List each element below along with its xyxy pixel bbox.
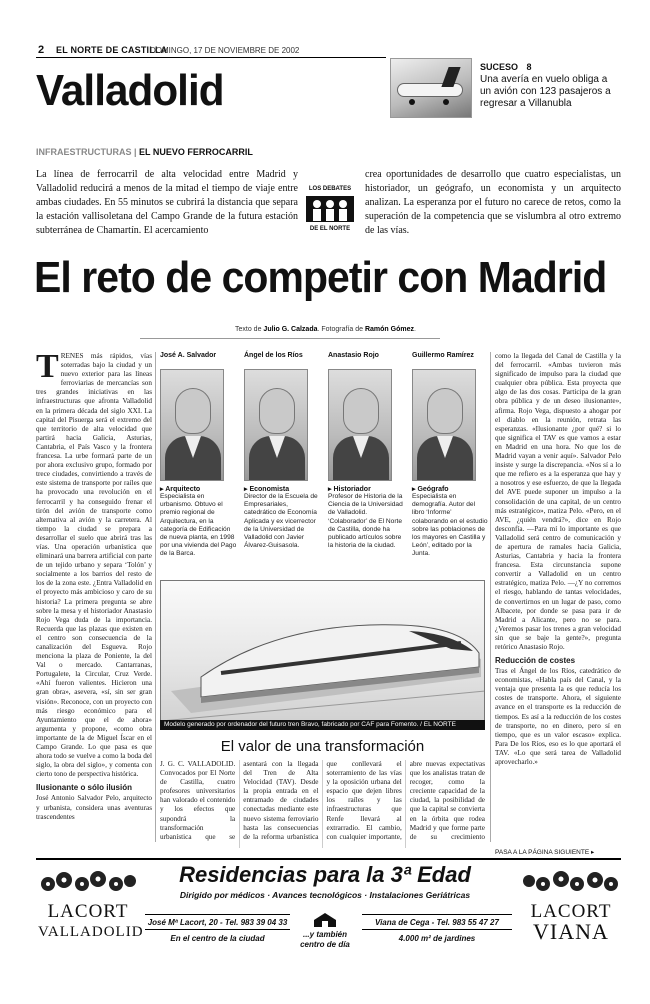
article-text-1: RENES más rápidos, vías soterradas bajo la ciudad y un nuevo exterior para las líneas ferroviarias de mercancías son tres grandes iniciativas en las infraestructuras que afronta Valladolid en la primera década del siglo XXI. La capital del Pisuerga será el extremo del que territorio de alta velocidad que partirá hacia Galicia, Asturias, Cantabria, el País Vasco y la frontera francesa. La urbe formará parte de un por ahora exclusivo grupo, formado por trece ciudades, convirtiendo a través de este sistema de transporte por raíles que ha provocado una revolución en el ferrocarril y ha conseguido frenar el tirón del avión de transporte como alternativa al avión y la carretera. Al tiempo la ciudad se prepara a desarrollar el suelo que abrirá tras las vías. Una operación urbanística que eliminará una barrera artificial con parte de un tejido urbano y separa ‘Tolón’ y socialmente a los barrios del resto de los de la zona este. ¿Entra Valladolid en el proyecto más ambicioso y caro de su historia? La primera pregunta se abre sobre la mesa y el historiador Anastasio Rojo Vega duda de la importancia. Recuerda que las plazas que existen en el centro son consecuencia de la canalización del Esgueva. Rojo menciona la plaza de Poniente, la del Val o mercado. Cantarranas, Portugalete, la Circular, Cruz Verde. «Ahí fueron valientes. Hicieron una gran obra», asevera, «sí, sin ser gran visión». Reconoce, con un proyecto con más riesgo económico para el Ayuntamiento que el de ahora» argumenta y propone, «como obra importante de la de Miguel Íscar en el Campo Grande. Lo que pasa es que ahora todo se vuelve a como la boda del siglo, la obra del siglo», y comenta con cierto tono de perspectiva histórica. xyxy=(36,352,152,779)
kicker: INFRAESTRUCTURAS | EL NUEVO FERROCARRIL xyxy=(36,147,253,157)
subheading-reduccion: Reducción de costes xyxy=(495,656,576,666)
expert-role: ▸ Historiador xyxy=(328,486,371,493)
expert-portrait xyxy=(160,369,224,481)
debates-logo xyxy=(300,180,360,240)
byline-author: Julio G. Calzada xyxy=(263,326,318,333)
expert-role-text: Historiador xyxy=(333,486,371,493)
promo-text: Una avería en vuelo obliga a un avión con 123 pasajeros a regresar a Villanubla xyxy=(480,74,611,109)
kicker-category: INFRAESTRUCTURAS xyxy=(36,147,132,157)
flowers-left-icon xyxy=(38,870,138,898)
column-rule xyxy=(155,352,156,842)
promo-airplane-image xyxy=(390,58,472,118)
expert-bio: Profesor de Historia de la Ciencia de la Universidad de Valladolid. ‘Colaborador’ de El Norte de Castilla, donde ha publicado artículos sobre la historia de la ciudad. xyxy=(328,493,403,550)
promo-page: 8 xyxy=(526,62,532,72)
expert-bio: Director de la Escuela de Empresariales, catedrático de Economía Aplicada y ex vicerrector de la Universidad de Valladolid con Javier Álvarez-Guisasola. xyxy=(244,493,318,550)
drop-cap: T xyxy=(36,352,59,385)
expert-name: Anastasio Rojo xyxy=(328,352,379,359)
ad-subtitle: Dirigido por médicos · Avances tecnológicos · Instalaciones Geriátricas xyxy=(179,890,471,900)
expert-role: ▸ Economista xyxy=(244,486,290,493)
brand-right-name: LACORT xyxy=(530,901,612,922)
article-column-right xyxy=(495,352,621,842)
expert-card xyxy=(328,352,406,550)
expert-role: ▸ Arquitecto xyxy=(160,486,201,493)
house-icon xyxy=(312,912,338,928)
expert-role-text: Arquitecto xyxy=(165,486,201,493)
train-illustration xyxy=(161,581,485,730)
logo-top-text: LOS DEBATES xyxy=(308,186,352,192)
issue-date: DOMINGO, 17 DE NOVIEMBRE DE 2002 xyxy=(150,46,300,55)
brand-right xyxy=(521,902,621,942)
byline xyxy=(235,326,416,333)
continue-text: PASA A LA PÁGINA SIGUIENTE xyxy=(495,849,590,856)
expert-bio: Especialista en urbanismo. Obtuvo el premio regional de Arquitectura, en la categoría de Edificación de nueva planta, en 1998 por una vivienda del Pago de la Barca. xyxy=(160,493,237,558)
flowers-right-icon xyxy=(521,870,621,898)
brand-left-city: VALLADOLID xyxy=(38,924,144,940)
article-text-right-b: Tras el Ángel de los Ríos, catedrático de economistas, «Habla país del Canal, y la ventaja que presenta la es que reducía los costes de transporte. Ahora, el siguiente avance en el transporte es la reducción de tiempos. Es así a la reducción de los costes de transporte, no en dinero, pero sí en tiempo, que es un valor escaso» explica. Para De los Ríos, eso es lo que aportará el TAV. «Lo que será tarea de Valladolid aprovecharlo.» xyxy=(495,667,621,767)
expert-name: Guillermo Ramírez xyxy=(412,352,474,359)
airplane-wheel xyxy=(443,99,449,105)
photo-caption: Modelo generado por ordenador del futuro tren Bravo, fabricado por CAF para Fomento. / EL NORTE xyxy=(160,720,485,730)
promo-section: SUCESO xyxy=(480,62,519,72)
portrait-head xyxy=(427,388,463,434)
ad-slogan-center: ...y también centro de día xyxy=(300,930,350,949)
arrow-right-icon: ▸ xyxy=(590,849,595,856)
article-text-right: como la llegada del Canal de Castilla y la del ferrocarril. «Ambas tuvieron más significado de impulso para la ciudad que cualquier obra pública. Esta proyecta que algo de las dos cosas. Participa de la gran obra pública y de un deseo ilusionante», afirma. Rojo Vega, dispuesto a ahogar por el diablo en la reunión, retrata las esperanzas. «Ilusionante ¿por qué? si lo que significa el TAV es que vamos a estar en Madrid en una hora. No que los de Madrid vayan a venir aquí». Salvador Pelo insiste y surge la discrepancia. «Nos sí a lo que me refiero es a la esperanza que hay y a nosotros y ese esfuerzo, de que la llegada del AVE puede suponer un impulso a la consolidación de una capital, de un centro más estratégico», matiza Pelo. «Pero, en el AVE, ¿quién vendrá?», dice en Rojo desconfía. —Para mí lo importante es que Valladolid será centro de comunicación y de apertura de ramales hacia Galicia, Asturias, Cantabria y hacia la frontera francesa. Esta circunstancia supone convertir a Valladolid en un centro estratégico, matiza Pelo. —¿Y no corremos el riesgo, hablando de tantas velocidades, de convertirnos en un lugar de paso, como Albacete, por donde se pasa para ir de Madrid a Alicante, pero no se para. ¿Veremos pasar los trenes a gran velocidad sin que se baje la gente?», pregunta retórico Anastasio Rojo. xyxy=(495,352,621,651)
portrait-head xyxy=(175,388,211,434)
byline-rule xyxy=(140,338,440,339)
airplane-wheel xyxy=(409,99,415,105)
byline-pre: Texto de xyxy=(235,326,262,333)
expert-portrait xyxy=(328,369,392,481)
article-column-bottom: J. G. C. VALLADOLID. Convocados por El Norte de Castilla, cuatro profesores universitarios han valorado el contenido y los efectos que supondrá la transformación urbanística que se asentará con la llegada del Tren de Alta Velocidad (TAV). Desde la propia entrada en el entramado de ciudades conectadas mediante este nuevo sistema ferroviario hasta las consecuencias de la reforma urbanística que conllevará el soterramiento de las vías y la oposición urbana del espacio que dejen libres los raíles y las infraestructuras que Renfe llevará al extrarradio. El cambio, con cualquier importante, abre nuevas expectativas que los analistas tratan de recoger, como la creciente capacidad de la ciudad, la posibilidad de que la capital se convierta en la órbita que rodea Madrid y que forme parte de su crecimiento xyxy=(160,760,485,841)
expert-card xyxy=(244,352,322,550)
brand-left xyxy=(38,901,144,942)
kicker-topic: EL NUEVO FERROCARRIL xyxy=(139,147,253,157)
brand-left-name: LACORT xyxy=(47,901,129,922)
expert-name: Ángel de los Ríos xyxy=(244,352,303,359)
ad-address-left: José Mª Lacort, 20 - Tel. 983 39 04 33 xyxy=(145,914,290,930)
train-photo xyxy=(160,580,485,730)
ad-slogan-left: En el centro de la ciudad xyxy=(170,934,265,943)
portrait-head xyxy=(259,388,295,434)
page-number: 2 xyxy=(38,44,45,56)
ad-slogan-right: 4.000 m² de jardines xyxy=(398,934,476,943)
byline-end: . xyxy=(414,326,416,333)
byline-mid: . Fotografía de xyxy=(317,326,364,333)
byline-photographer: Ramón Gómez xyxy=(364,326,414,333)
expert-portrait xyxy=(412,369,476,481)
headline: El reto de competir con Madrid xyxy=(34,253,607,302)
expert-role-text: Economista xyxy=(249,486,290,493)
logo-bottom-text: DE EL NORTE xyxy=(309,226,351,232)
expert-role-text: Geógrafo xyxy=(417,486,449,493)
expert-name: José A. Salvador xyxy=(160,352,217,359)
promo-label xyxy=(480,62,532,72)
section-subtitle: El valor de una transformación xyxy=(220,738,425,755)
ad-title: Residencias para la 3ª Edad xyxy=(179,862,471,887)
expert-card xyxy=(160,352,238,559)
section-title: Valladolid xyxy=(36,66,224,115)
expert-bio: Especialista en demografía. Autor del libro ‘Informe’ colaborando en el estudio sobre las poblaciones de los mayores en Castilla y León’, editado por la Junta. xyxy=(412,493,488,558)
expert-role: ▸ Geógrafo xyxy=(412,486,449,493)
expert-portrait xyxy=(244,369,308,481)
header-rule xyxy=(36,57,386,58)
portrait-head xyxy=(343,388,379,434)
subheading-ilusionante: Ilusionante o sólo ilusión xyxy=(36,783,133,793)
article-text-1b: José Antonio Salvador Pelo, arquitecto y urbanista, considera unas aventuras trascendentes xyxy=(36,794,152,821)
expert-card xyxy=(412,352,488,559)
ad-address-right: Viana de Cega - Tel. 983 55 47 27 xyxy=(362,914,512,930)
intro-left: La línea de ferrocarril de alta velocidad entre Madrid y Valladolid reducirá a menos de la mitad el tiempo de viaje entre ambas ciudades. En 55 minutos se cubrirá la distancia que separa la estación vallisoletana del Campo Grande de la futura estación subterránea de Chamartín. El acercamiento xyxy=(36,169,298,236)
column-rule xyxy=(490,352,491,842)
intro-right: crea oportunidades de desarrollo que cuatro especialistas, un historiador, un geógrafo, un economista y un arquitecto analizan. La esperanza por el futuro no carece de retos, como la superación de la competencia que se vislumbra al otro extremo de las vías. xyxy=(365,169,621,236)
article-column-left xyxy=(36,352,152,842)
brand-right-city: VIANA xyxy=(533,919,609,944)
newspaper-name: EL NORTE DE CASTILLA xyxy=(56,45,168,55)
continue-link[interactable] xyxy=(495,848,594,856)
